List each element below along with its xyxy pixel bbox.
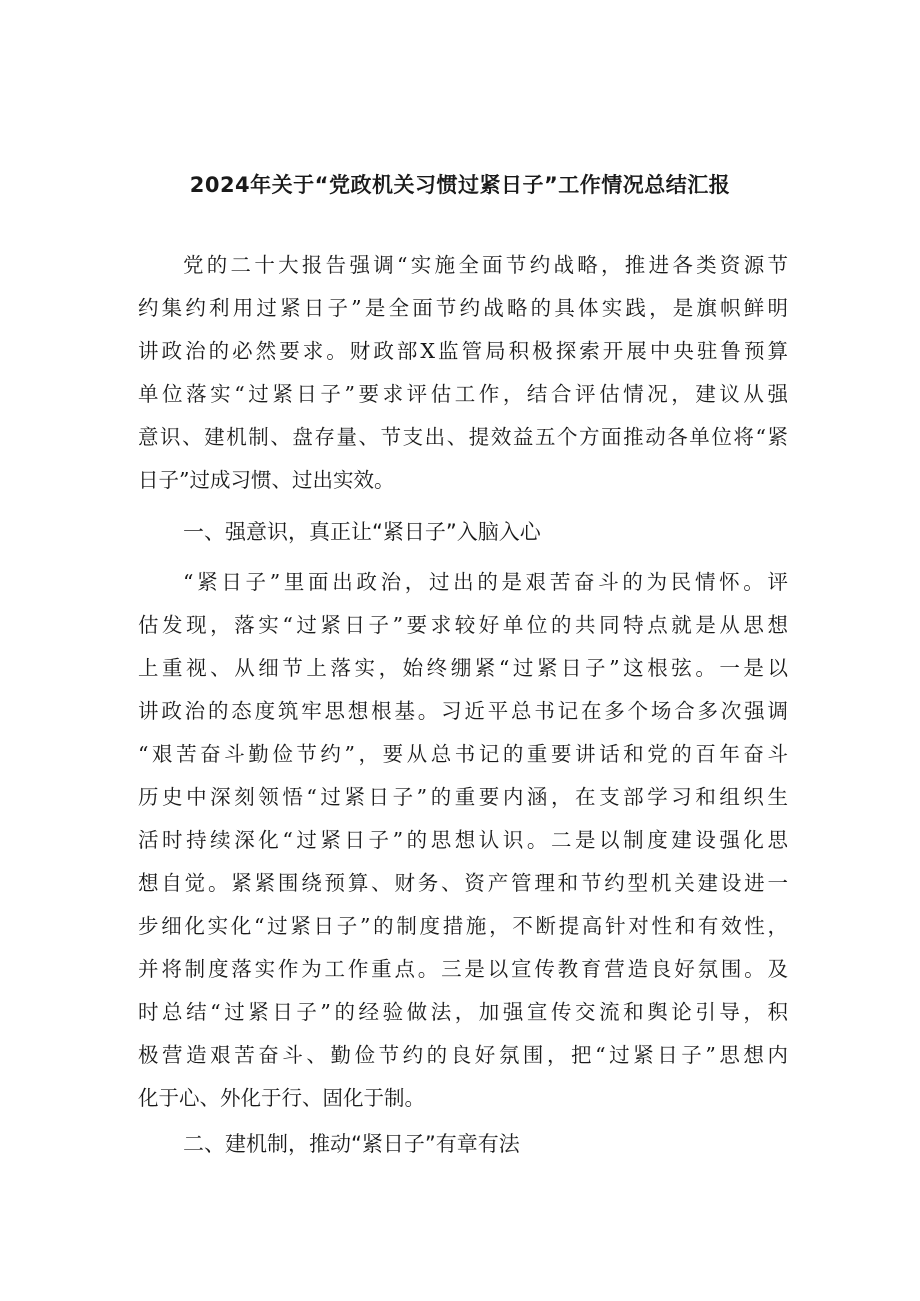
paragraph-line: 时总结“过紧日子”的经验做法，加强宣传交流和舆论引导，积: [138, 1000, 788, 1024]
section-heading: 二、建机制，推动“紧日子”有章有法: [183, 1132, 520, 1156]
paragraph-line: 单位落实“过紧日子”要求评估工作，结合评估情况，建议从强: [138, 382, 788, 406]
document-title: 2024年关于“党政机关习惯过紧日子”工作情况总结汇报: [189, 173, 731, 197]
paragraph-line: 历史中深刻领悟“过紧日子”的重要内涵，在支部学习和组织生: [138, 785, 788, 809]
paragraph-line: 极营造艰苦奋斗、勤俭节约的良好氛围，把“过紧日子”思想内: [138, 1043, 788, 1067]
paragraph-line: 想自觉。紧紧围绕预算、财务、资产管理和节约型机关建设进一: [138, 871, 788, 895]
section-heading: 一、强意识，真正让“紧日子”入脑入心: [183, 520, 541, 544]
paragraph-line: “艰苦奋斗勤俭节约”，要从总书记的重要讲话和党的百年奋斗: [138, 742, 788, 766]
paragraph-line: 党的二十大报告强调“实施全面节约战略，推进各类资源节: [183, 253, 788, 277]
paragraph-line: 上重视、从细节上落实，始终绷紧“过紧日子”这根弦。一是以: [138, 656, 788, 680]
paragraph-line: 化于心、外化于行、固化于制。: [138, 1086, 425, 1110]
paragraph-line: 步细化实化“过紧日子”的制度措施，不断提高针对性和有效性，: [138, 914, 788, 938]
paragraph-line: 估发现，落实“过紧日子”要求较好单位的共同特点就是从思想: [138, 613, 788, 637]
paragraph-line: “紧日子”里面出政治，过出的是艰苦奋斗的为民情怀。评: [183, 570, 788, 594]
paragraph-line: 讲政治的必然要求。财政部X监管局积极探索开展中央驻鲁预算: [138, 339, 788, 363]
paragraph-line: 并将制度落实作为工作重点。三是以宣传教育营造良好氛围。及: [138, 957, 788, 981]
paragraph-line: 约集约利用过紧日子”是全面节约战略的具体实践，是旗帜鲜明: [138, 296, 788, 320]
paragraph-line: 日子”过成习惯、过出实效。: [138, 468, 395, 492]
paragraph-line: 活时持续深化“过紧日子”的思想认识。二是以制度建设强化思: [138, 828, 788, 852]
paragraph-line: 意识、建机制、盘存量、节支出、提效益五个方面推动各单位将“紧: [138, 425, 788, 449]
paragraph-line: 讲政治的态度筑牢思想根基。习近平总书记在多个场合多次强调: [138, 699, 788, 723]
